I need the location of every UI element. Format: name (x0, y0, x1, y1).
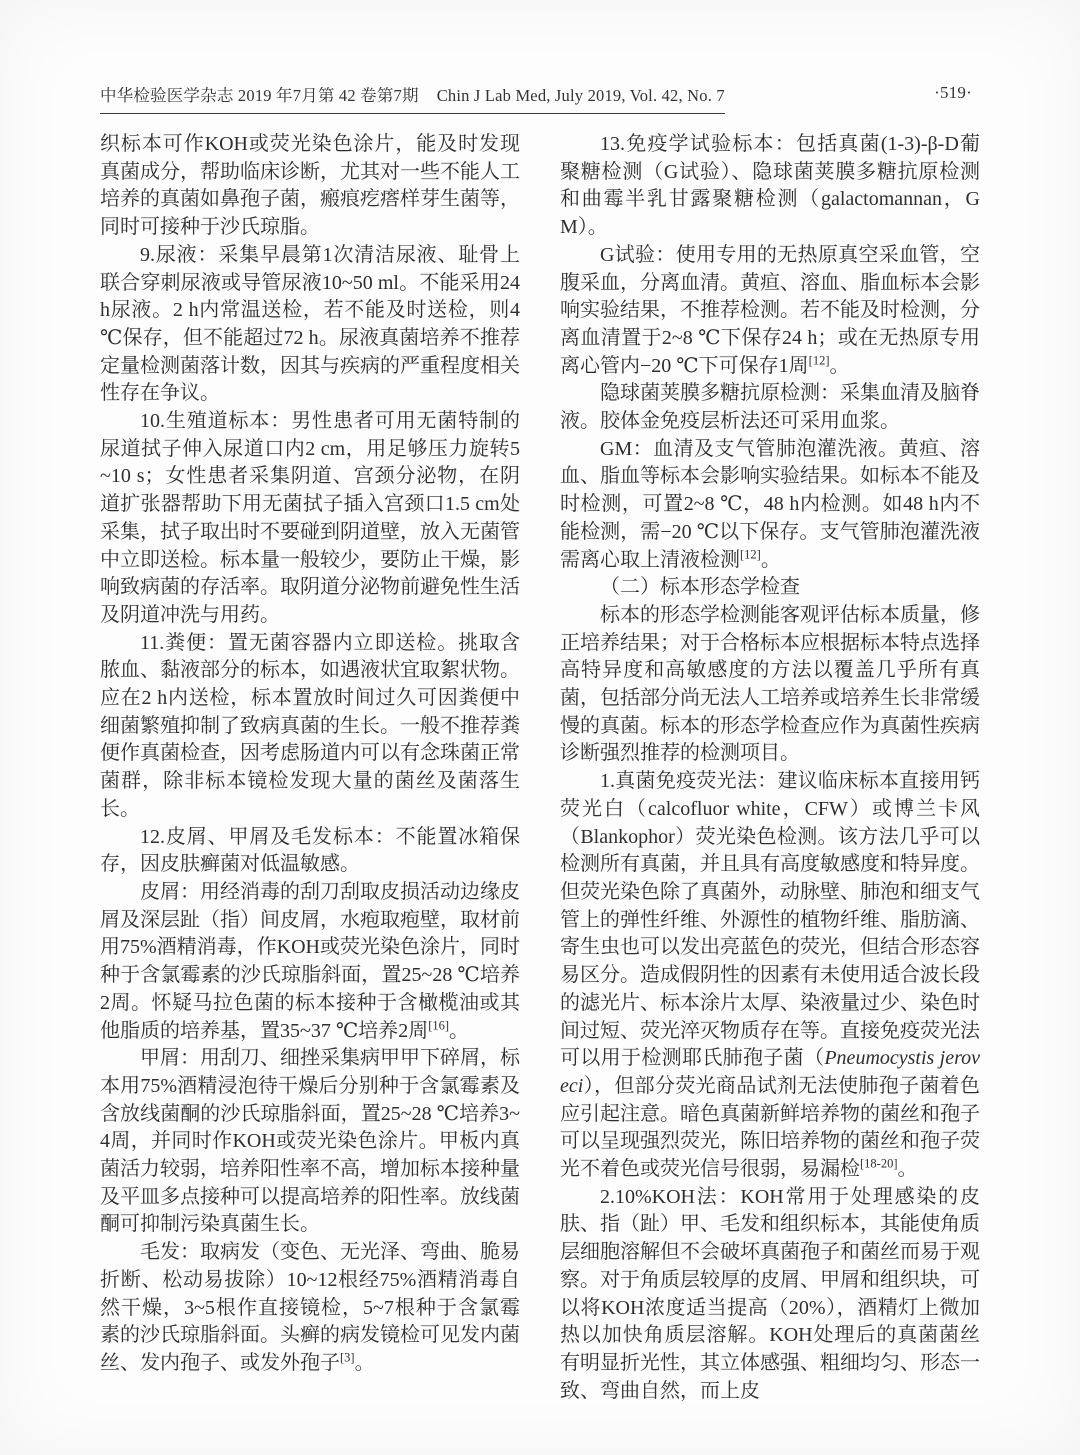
text-run: ），但部分荧光商品试剂无法使肺孢子菌着色应引起注意。暗色真菌新鲜培养物的菌丝和孢子可以呈现强烈荧光，陈旧培养物的菌丝和孢子荧光不着色或荧光信号很弱，易漏检 (560, 1074, 980, 1181)
text-run: 12.皮屑、甲屑及毛发标本：不能置冰箱保存，因皮肤癣菌对低温敏感。 (100, 825, 520, 876)
paragraph (560, 131, 980, 242)
text-run: 毛发：取病发（变色、无光泽、弯曲、脆易折断、松动易拔除）10~12根经75%酒精消毒自然干燥，3~5根作直接镜检，5~7根种于含氯霉素的沙氏琼脂斜面。头癣的病发镜检可见发内菌丝、发内孢子、或发外孢子 (100, 1241, 520, 1374)
paragraph (560, 602, 980, 768)
text-run: 10.生殖道标本：男性患者可用无菌特制的尿道拭子伸入尿道口内2 cm，用足够压力旋转5~10 s；女性患者采集阴道、宫颈分泌物，在阴道扩张器帮助下用无菌拭子插入宫颈口1.5 cm处采集，拭子取出时不要碰到阴道壁，放入无菌管中立即送检。标本量一般较少，要防止干燥，影响致病菌的存活率。取阴道分泌物前避免性生活及阴道冲洗与用药。 (100, 410, 520, 626)
paragraph (100, 131, 520, 242)
text-run: 。 (449, 1019, 470, 1042)
paragraph (100, 630, 520, 824)
paragraph (100, 1239, 520, 1378)
text-run: （二）标本形态学检查 (600, 576, 800, 599)
text-run: 标本的形态学检测能客观评估标本质量，修正培养结果；对于合格标本应根据标本特点选择高特异度和高敏感度的方法以覆盖几乎所有真菌，包括部分尚无法人工培养或培养生长非常缓慢的真菌。标本的形态学检查应作为真菌性疾病诊断强烈推荐的检测项目。 (560, 603, 980, 765)
paragraph (560, 768, 980, 1184)
text-run: 。 (897, 1158, 918, 1181)
text-run: GM：血清及支气管肺泡灌洗液。黄疸、溶血、脂血等标本会影响实验结果。如标本不能及时检测，可置2~8 ℃，48 h内检测。如48 h内不能检测，需−20 ℃以下保存。支气管肺泡灌洗液需离心取上清液检测 (560, 437, 980, 571)
paragraph (560, 1184, 980, 1406)
paragraph (100, 408, 520, 630)
text-run: 隐球菌荚膜多糖抗原检测：采集血清及脑脊液。胶体金免疫层析法还可采用血浆。 (560, 382, 980, 433)
reference-superscript: [16] (428, 1017, 450, 1032)
text-run: 2.10%KOH法：KOH常用于处理感染的皮肤、指（趾）甲、毛发和组织标本，其能使角质层细胞溶解但不会破坏真菌孢子和菌丝而易于观察。对于角质层较厚的皮屑、甲屑和组织块，可以将KOH浓度适当提高（20%），酒精灯上微加热以加快角质层溶解。KOH处理后的真菌菌丝有明显折光性，其立体感强、粗细均匀、形态一致、弯曲自然，而上皮 (560, 1185, 980, 1402)
journal-citation (100, 82, 725, 114)
left-column (100, 131, 520, 1405)
page-header (100, 82, 980, 114)
text-run: 皮屑：用经消毒的刮刀刮取皮损活动边缘皮屑及深层趾（指）间皮屑，水疱取疱壁，取材前用75%酒精消毒，作KOH或荧光染色涂片，同时种于含氯霉素的沙氏琼脂斜面，置25~28 ℃培养2周。怀疑马拉色菌的标本接种于含橄榄油或其他脂质的培养基，置35~37 ℃培养2周 (100, 880, 520, 1042)
species-name-italic: Pneumocystis jeroveci (560, 1047, 980, 1097)
paragraph (560, 380, 980, 435)
paragraph (100, 879, 520, 1045)
text-run: 11.粪便：置无菌容器内立即送检。挑取含脓血、黏液部分的标本，如遇液状宜取絮状物。应在2 h内送检，标本置放时间过久可因粪便中细菌繁殖抑制了致病真菌的生长。一般不推荐粪便作真菌检查，因考虑肠道内可以有念珠菌正常菌群，除非标本镜检发现大量的菌丝及菌落生长。 (100, 631, 520, 820)
paragraph (560, 436, 980, 575)
paragraph (100, 242, 520, 408)
reference-superscript: [12] (808, 352, 830, 367)
text-run: 织标本可作KOH或荧光染色涂片，能及时发现真菌成分，帮助临床诊断，尤其对一些不能人工培养的真菌如鼻孢子菌，瘢痕疙瘩样芽生菌等，同时可接种于沙氏琼脂。 (100, 133, 520, 239)
paragraph (560, 574, 980, 602)
page-number: ·519· (934, 83, 972, 102)
text-run: 。 (760, 548, 781, 571)
paragraph (560, 242, 980, 381)
journal-title-cn: 中华检验医学杂志 2019 年7月第 42 卷第7期 (100, 86, 419, 105)
reference-superscript: [3] (340, 1350, 355, 1365)
right-column (560, 131, 980, 1405)
paragraph (100, 824, 520, 879)
reference-superscript: [18-20] (860, 1156, 898, 1171)
text-run: 13.免疫学试验标本：包括真菌(1-3)-β-D葡聚糖检测（G试验）、隐球菌荚膜多糖抗原检测和曲霉半乳甘露聚糖检测（galactomannan，GM）。 (560, 133, 980, 239)
text-run: 9.尿液：采集早晨第1次清洁尿液、耻骨上联合穿刺尿液或导管尿液10~50 ml。不能采用24 h尿液。2 h内常温送检，若不能及时送检，则4 ℃保存，但不能超过72 h。尿液真菌培养不推荐定量检测菌落计数，因其与疾病的严重程度相关性存在争议。 (100, 243, 520, 405)
text-run: 甲屑：用刮刀、细挫采集病甲甲下碎屑，标本用75%酒精浸泡待干燥后分别种于含氯霉素及含放线菌酮的沙氏琼脂斜面，置25~28 ℃培养3~4周，并同时作KOH或荧光染色涂片。甲板内真菌活力较弱，培养阳性率不高，增加标本接种量及平皿多点接种可以提高培养的阳性率。放线菌酮可抑制污染真菌生长。 (100, 1047, 520, 1236)
reference-superscript: [12] (740, 546, 761, 561)
text-run: 1.真菌免疫荧光法：建议临床标本直接用钙荧光白（calcofluor white，CFW）或博兰卡风（Blankophor）荧光染色检测。该方法几乎可以检测所有真菌，并且具有高度敏感度和特异度。但荧光染色除了真菌外，动脉壁、肺泡和细支气管上的弹性纤维、外源性的植物纤维、脂肪滴、寄生虫也可以发出亮蓝色的荧光，但结合形态容易区分。造成假阴性的因素有未使用适合波长段的滤光片、标本涂片太厚、染液量过少、染色时间过短、荧光淬灭物质存在等。直接免疫荧光法可以用于检测耶氏肺孢子菌（ (560, 770, 980, 1070)
text-run: 。 (829, 354, 850, 377)
journal-title-en: Chin J Lab Med, July 2019, Vol. 42, No. 7 (436, 86, 725, 105)
text-run: G试验：使用专用的无热原真空采血管，空腹采血，分离血清。黄疸、溶血、脂血标本会影响实验结果，不推荐检测。若不能及时检测，分离血清置于2~8 ℃下保存24 h；或在无热原专用离心管内−20 ℃下可保存1周 (560, 243, 980, 377)
article-body (100, 131, 980, 1405)
text-run: 。 (354, 1351, 375, 1374)
paragraph (100, 1045, 520, 1239)
